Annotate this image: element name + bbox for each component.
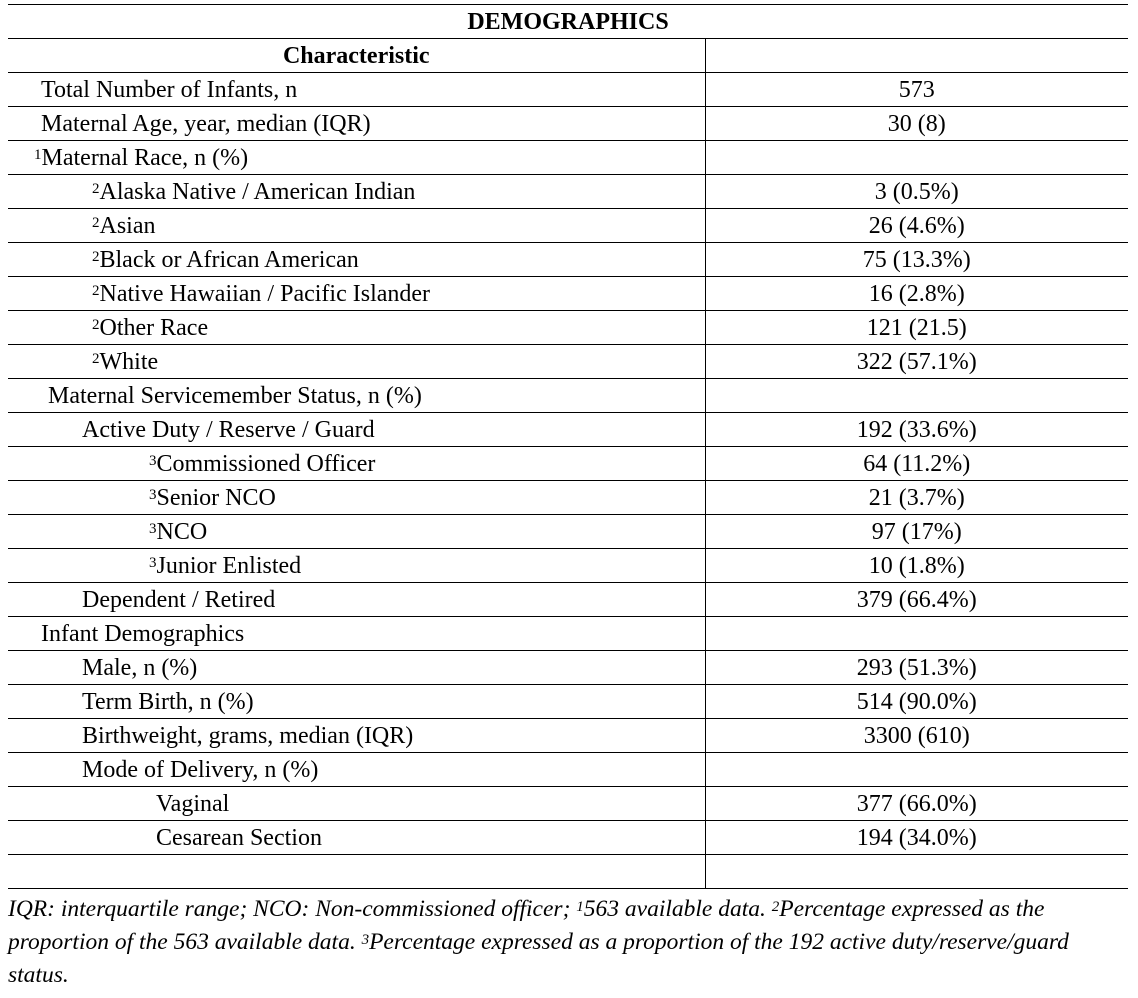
row-value: 194 (34.0%) <box>705 821 1128 855</box>
row-label-text: Dependent / Retired <box>82 586 276 613</box>
table-row <box>8 583 1128 617</box>
table-row <box>8 379 1128 413</box>
row-label <box>8 277 705 311</box>
row-superscript: 3 <box>149 554 157 571</box>
row-label <box>8 617 705 651</box>
row-value <box>705 617 1128 651</box>
row-value: 75 (13.3%) <box>705 243 1128 277</box>
row-label-text: Male, n (%) <box>82 654 198 681</box>
row-value <box>705 141 1128 175</box>
table-row <box>8 209 1128 243</box>
row-label <box>8 685 705 719</box>
footnote-superscript: 2 <box>771 899 780 915</box>
table-row <box>8 413 1128 447</box>
row-label-text: Junior Enlisted <box>156 552 302 579</box>
table-footnote <box>8 893 1128 992</box>
table-row <box>8 787 1128 821</box>
table-row <box>8 685 1128 719</box>
row-value: 573 <box>705 73 1128 107</box>
row-label <box>8 753 705 787</box>
row-label-text: White <box>99 348 159 375</box>
row-label-text: Black or African American <box>99 246 359 273</box>
row-value: 64 (11.2%) <box>705 447 1128 481</box>
row-label-text: Commissioned Officer <box>156 450 376 477</box>
table-row <box>8 345 1128 379</box>
row-label <box>8 787 705 821</box>
row-label <box>8 515 705 549</box>
row-label-text: Other Race <box>99 314 209 341</box>
footnote-superscript: 1 <box>576 899 584 915</box>
table-row <box>8 719 1128 753</box>
row-label-text: Cesarean Section <box>156 824 322 851</box>
table-row <box>8 617 1128 651</box>
row-value: 26 (4.6%) <box>705 209 1128 243</box>
row-label <box>8 583 705 617</box>
row-label-text: Alaska Native / American Indian <box>99 178 416 205</box>
row-value <box>705 753 1128 787</box>
row-label-text: Infant Demographics <box>41 620 245 647</box>
footnote-text: Percentage expressed as the proportion of the 563 available data. <box>8 896 1045 955</box>
row-value <box>705 379 1128 413</box>
row-label <box>8 413 705 447</box>
row-value: 97 (17%) <box>705 515 1128 549</box>
row-label <box>8 447 705 481</box>
table-row <box>8 515 1128 549</box>
row-label <box>8 107 705 141</box>
row-value: 379 (66.4%) <box>705 583 1128 617</box>
table-row <box>8 821 1128 855</box>
empty-cell <box>8 855 705 889</box>
table-row <box>8 175 1128 209</box>
table-row <box>8 481 1128 515</box>
demographics-table <box>8 4 1128 889</box>
row-label <box>8 549 705 583</box>
row-value: 192 (33.6%) <box>705 413 1128 447</box>
row-superscript: 3 <box>149 486 157 503</box>
row-superscript: 2 <box>92 248 100 265</box>
row-label <box>8 175 705 209</box>
row-value: 377 (66.0%) <box>705 787 1128 821</box>
row-label-text: Senior NCO <box>156 484 276 511</box>
row-superscript: 2 <box>92 180 100 197</box>
row-label-text: Maternal Race, n (%) <box>41 144 249 171</box>
row-label <box>8 821 705 855</box>
row-label <box>8 243 705 277</box>
footnote-text: 563 available data. <box>583 896 772 922</box>
table-row <box>8 447 1128 481</box>
row-label-text: Term Birth, n (%) <box>82 688 254 715</box>
footnote-text: Percentage expressed as a proportion of the 192 active duty/reserve/guard status. <box>8 929 1069 988</box>
row-value: 514 (90.0%) <box>705 685 1128 719</box>
table-row <box>8 277 1128 311</box>
column-header-characteristic: Characteristic <box>8 39 705 73</box>
row-label-text: Birthweight, grams, median (IQR) <box>82 722 414 749</box>
row-label <box>8 141 705 175</box>
row-superscript: 3 <box>149 520 157 537</box>
row-label <box>8 651 705 685</box>
row-value: 10 (1.8%) <box>705 549 1128 583</box>
row-label-text: Native Hawaiian / Pacific Islander <box>99 280 431 307</box>
empty-cell <box>705 855 1128 889</box>
row-label-text: Mode of Delivery, n (%) <box>82 756 319 783</box>
header-row <box>8 39 1128 73</box>
row-superscript: 2 <box>92 316 100 333</box>
table-title: DEMOGRAPHICS <box>8 5 1128 39</box>
column-header-value <box>705 39 1128 73</box>
table-row <box>8 753 1128 787</box>
row-superscript: 2 <box>92 214 100 231</box>
row-label <box>8 209 705 243</box>
row-value: 322 (57.1%) <box>705 345 1128 379</box>
table-row <box>8 311 1128 345</box>
title-row <box>8 5 1128 39</box>
row-value: 121 (21.5) <box>705 311 1128 345</box>
footnote-superscript: 3 <box>361 932 370 948</box>
row-label-text: Maternal Servicemember Status, n (%) <box>48 382 422 409</box>
row-superscript: 1 <box>34 146 42 163</box>
empty-row <box>8 855 1128 889</box>
row-label <box>8 345 705 379</box>
row-label-text: Vaginal <box>156 790 230 817</box>
row-value: 21 (3.7%) <box>705 481 1128 515</box>
table-row <box>8 107 1128 141</box>
table-row <box>8 141 1128 175</box>
row-label-text: Asian <box>99 212 156 239</box>
row-label <box>8 311 705 345</box>
row-label-text: NCO <box>156 518 208 545</box>
row-label <box>8 719 705 753</box>
row-superscript: 2 <box>92 350 100 367</box>
row-label-text: Active Duty / Reserve / Guard <box>82 416 375 443</box>
row-value: 3300 (610) <box>705 719 1128 753</box>
table-row <box>8 243 1128 277</box>
demographics-table-container <box>8 4 1128 889</box>
row-superscript: 3 <box>149 452 157 469</box>
row-value: 3 (0.5%) <box>705 175 1128 209</box>
row-label <box>8 481 705 515</box>
footnote-text: IQR: interquartile range; NCO: Non-commissioned officer; <box>8 896 577 922</box>
row-value: 293 (51.3%) <box>705 651 1128 685</box>
table-row <box>8 549 1128 583</box>
row-label <box>8 73 705 107</box>
table-row <box>8 651 1128 685</box>
row-label-text: Maternal Age, year, median (IQR) <box>41 110 371 137</box>
table-row <box>8 73 1128 107</box>
row-label-text: Total Number of Infants, n <box>41 76 298 103</box>
row-superscript: 2 <box>92 282 100 299</box>
row-value: 16 (2.8%) <box>705 277 1128 311</box>
row-value: 30 (8) <box>705 107 1128 141</box>
row-label <box>8 379 705 413</box>
